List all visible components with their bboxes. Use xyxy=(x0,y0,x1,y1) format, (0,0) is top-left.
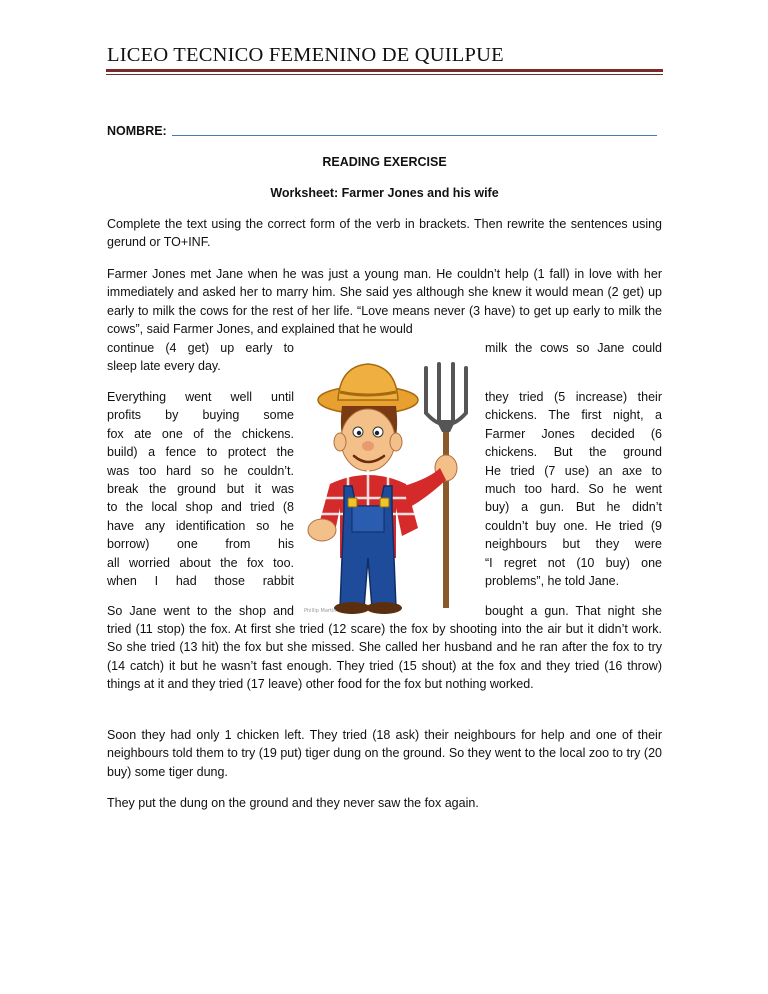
paragraph-5: They put the dung on the ground and they never saw the fox again. xyxy=(107,796,479,810)
left-column-line: break the ground but it was xyxy=(107,482,294,497)
left-column-line: profits by buying some xyxy=(107,408,294,423)
right-column-line: buy) a gun. But he didn’t xyxy=(485,500,662,515)
school-name: LICEO TECNICO FEMENINO DE QUILPUE xyxy=(107,44,504,66)
paragraph-3-right xyxy=(485,602,662,620)
right-column xyxy=(485,388,662,590)
right-column-line: much too hard. So he went xyxy=(485,482,662,497)
text-line: milk the cows so Jane could xyxy=(485,341,662,355)
left-column xyxy=(107,388,294,590)
name-field-line[interactable] xyxy=(172,135,657,136)
right-column-line: Farmer Jones decided (6 xyxy=(485,426,662,441)
header-rule xyxy=(106,69,663,72)
left-column-line: to the local shop and tried (8 xyxy=(107,500,294,515)
left-column-line: have any identification so he xyxy=(107,518,294,533)
paragraph-1-left xyxy=(107,339,294,357)
text-line: continue (4 get) up early to xyxy=(107,341,294,355)
right-column-line: they tried (5 increase) their xyxy=(485,390,662,404)
right-column-line: couldn’t buy one. He tried (9 xyxy=(485,518,662,533)
left-column-line: all worried about the fox too. xyxy=(107,555,294,570)
text-line: sleep late every day. xyxy=(107,359,221,373)
paragraph-3-left xyxy=(107,602,294,620)
header-rule-thin xyxy=(106,74,663,75)
left-column-line: Everything went well until xyxy=(107,390,294,404)
page-title: READING EXERCISE xyxy=(322,155,447,169)
left-column-line: was too hard so he couldn’t. xyxy=(107,463,294,478)
page-subtitle: Worksheet: Farmer Jones and his wife xyxy=(270,186,499,200)
right-column-line: chickens. The first night, a xyxy=(485,408,662,423)
paragraph-1: Farmer Jones met Jane when he was just a young man. He couldn’t help (1 fall) in love with her immediately and asked her to marry him. She said yes although she knew it would mean (2 get) up early to milk the cows for the rest of her life. “Love means never (3 have) to get up early to milk the cows”, said Farmer Jones, and explained that he would xyxy=(107,267,662,337)
name-label: NOMBRE: xyxy=(107,124,167,138)
paragraph-3: tried (11 stop) the fox. At first she tried (12 scare) the fox by shooting into the air but it didn’t work. So she tried (13 hit) the fox but she missed. She called her husband and he ran after the fox to try (14 catch) it but he wasn’t fast enough. They tried (15 shout) at the fox and they tried (16 throw) things at it and they tried (17 leave) other food for the fox but nothing worked. xyxy=(107,622,662,692)
paragraph-1-right xyxy=(485,339,662,357)
farmer-illustration xyxy=(300,358,480,614)
right-column-line: problems”, he told Jane. xyxy=(485,574,620,589)
right-column-line: “I regret not (10 buy) one xyxy=(485,555,662,570)
left-column-line: borrow) one from his xyxy=(107,537,294,552)
instructions: Complete the text using the correct form of the verb in brackets. Then rewrite the sentences using gerund or TO+INF. xyxy=(107,217,662,250)
right-column-line: neighbours but they were xyxy=(485,537,662,552)
left-column-line: fox ate one of the chickens. xyxy=(107,426,294,441)
image-credit: Phillip Martin xyxy=(304,608,337,614)
text-line: So Jane went to the shop and xyxy=(107,604,294,618)
left-column-line: build) a fence to protect the xyxy=(107,445,294,460)
right-column-line: chickens. But the ground xyxy=(485,445,662,460)
text-line: bought a gun. That night she xyxy=(485,604,662,618)
paragraph-4: Soon they had only 1 chicken left. They tried (18 ask) their neighbours for help and one of their neighbours told them to try (19 put) tiger dung on the ground. So they went to the local zoo to try (20 buy) some tiger dung. xyxy=(107,728,662,779)
left-column-line: when I had those rabbit xyxy=(107,574,294,589)
right-column-line: He tried (7 use) an axe to xyxy=(485,463,662,478)
